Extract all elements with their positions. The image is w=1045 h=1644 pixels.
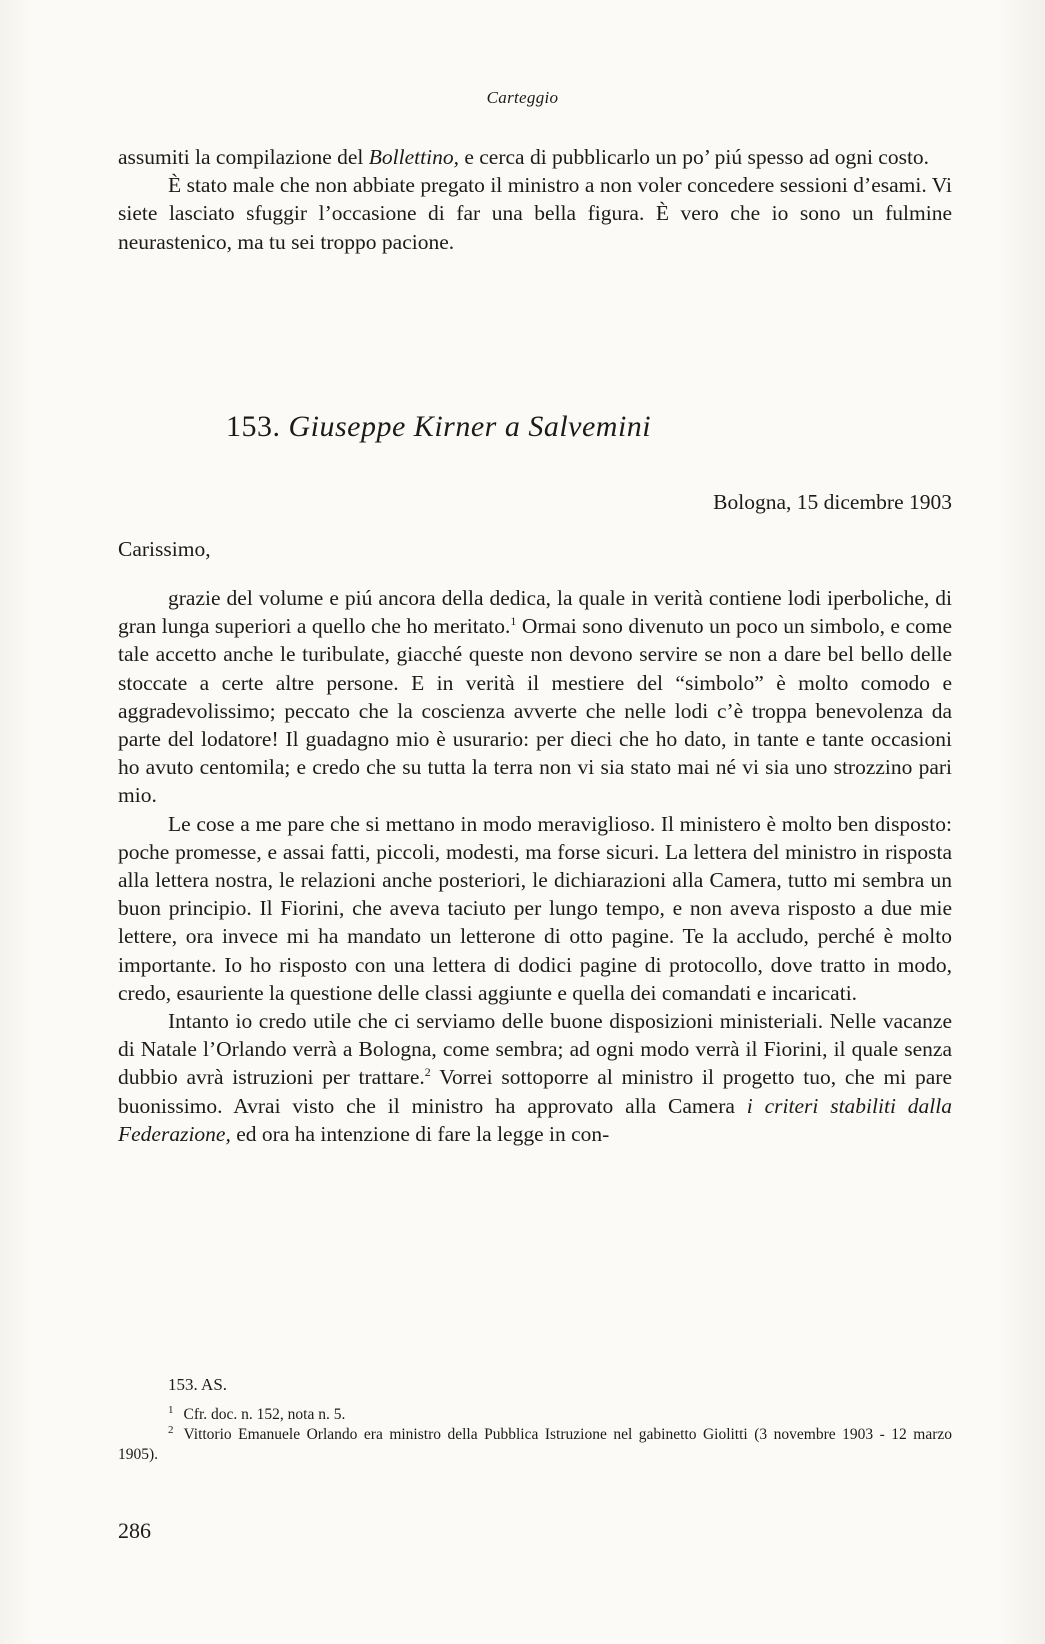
paragraph	[118, 584, 952, 810]
letter-heading	[226, 410, 651, 444]
footnote-number: 1	[168, 1403, 174, 1416]
footnotes	[118, 1375, 952, 1465]
footnote-source: 153. AS.	[168, 1375, 228, 1394]
paragraph: È stato male che non abbiate pregato il ministro a non voler concedere sessioni d’esami. Vi siete lasciato sfuggir l’occasione di far una bella figura. È vero che io sono un fulmine neurastenico, ma tu sei troppo pacione.	[118, 173, 952, 254]
salutation: Carissimo,	[118, 537, 211, 561]
text-run: ed ora ha intenzione di fare la legge in con-	[230, 1121, 610, 1146]
page-number: 286	[118, 1518, 151, 1543]
continued-text	[118, 143, 952, 256]
footnote-ref[interactable]: 2	[424, 1065, 431, 1080]
letter-body	[118, 584, 952, 1148]
dateline: Bologna, 15 dicembre 1903	[713, 490, 952, 514]
footnote	[118, 1405, 952, 1425]
text-run: assumiti la compilazione del	[118, 145, 369, 169]
text-run: Vorrei sottoporre al ministro il progetto tuo, che mi pare buonissimo. Avrai visto che il ministro ha approvato alla Camera	[118, 1065, 952, 1118]
footnote	[118, 1425, 952, 1465]
letter-number: 153.	[226, 410, 281, 443]
paragraph: Le cose a me pare che si mettano in modo meraviglioso. Il ministero è molto ben disposto: poche promesse, e assai fatti, piccoli, modesti, ma forse sicuri. La lettera del ministro in risposta alla lettera nostra, le relazioni anche posteriori, le dichiarazioni alla Camera, tutto mi sembra un buon principio. Il Fiorini, che aveva taciuto per lungo tempo, e non aveva risposto a due mie lettere, ora invece mi ha mandato un letterone di otto pagine. Te la accludo, perché è molto importante. Io ho risposto con una lettera di dodici pagine di protocollo, dove tratto in modo, credo, esauriente la questione delle classi aggiunte e quella dei comandati e incaricati.	[118, 811, 952, 1005]
letter-title: Giuseppe Kirner a Salvemini	[288, 410, 652, 443]
footnote-number: 2	[168, 1423, 174, 1436]
text-run: grazie del volume e piú ancora della dedica, la quale in verità contiene lodi iperboliche, di gran lunga superiori a quello che ho meritato.	[118, 586, 952, 639]
paragraph	[118, 1007, 952, 1148]
text-run: Intanto io credo utile che ci serviamo delle buone disposizioni ministeriali. Nelle vacanze di Natale l’Orlando verrà a Bologna, come sembra; ad ogni modo verrà il Fiorini, il quale senza dubbio avrà istruzioni per trattare.	[118, 1009, 952, 1090]
text-run: Ormai sono divenuto un poco un simbolo, e come tale accetto anche le turibulate, giacché queste non devono servire se non a dare bel bello delle stoccate a certe altre persone. E in verità il mestiere del “simbolo” è molto comodo e aggradevolissimo; peccato che la coscienza avverte che nelle lodi c’è troppa benevolenza da parte del lodatore! Il guadagno mio è usurario: per dieci che ho dato, in tante e tante occasioni ho avuto centomila; e credo che su tutta la terra non vi sia stato mai né vi sia uno strozzino pari mio.	[118, 614, 953, 808]
italic-title: Bollettino,	[368, 145, 459, 169]
footnote-text: Cfr. doc. n. 152, nota n. 5.	[183, 1406, 346, 1423]
paragraph	[118, 143, 952, 171]
italic-phrase: i criteri stabiliti dalla Federazione,	[118, 1093, 952, 1146]
footnote-text: Vittorio Emanuele Orlando era ministro della Pubblica Istruzione nel gabinetto Giolitti (3 novembre 1903 - 12 marzo 1905).	[118, 1426, 952, 1463]
running-head: Carteggio	[486, 88, 559, 107]
text-run: e cerca di pubblicarlo un po’ piú spesso ad ogni costo.	[458, 145, 930, 169]
footnote-ref[interactable]: 1	[510, 614, 517, 629]
